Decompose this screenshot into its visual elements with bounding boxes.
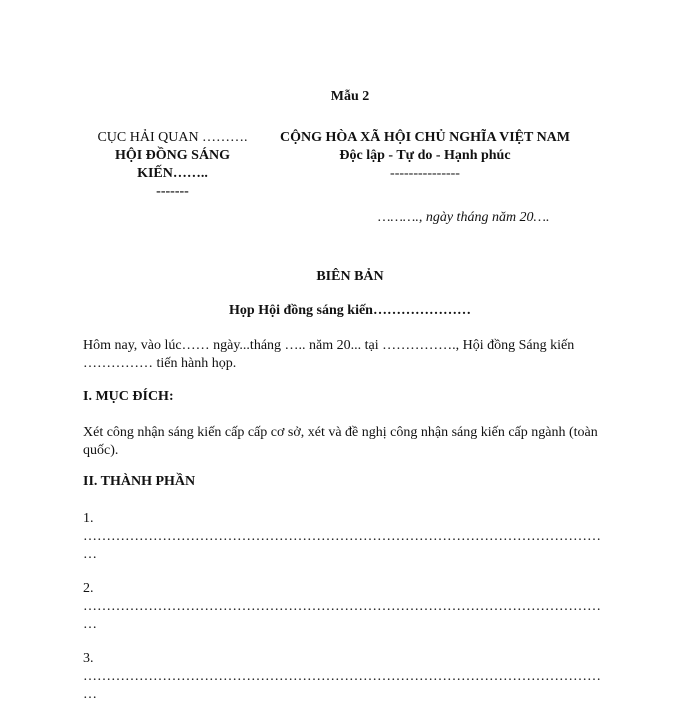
agency-header — [80, 129, 265, 201]
motto: Độc lập - Tự do - Hạnh phúc — [339, 148, 511, 163]
fill-in-tail: … — [83, 687, 97, 702]
national-header — [255, 129, 595, 183]
document-subtitle: Họp Hội đồng sáng kiến………………… — [229, 303, 471, 318]
item-number: 1. — [83, 511, 94, 526]
agency-name: CỤC HẢI QUAN ………. — [97, 130, 248, 145]
country-name: CỘNG HÒA XÃ HỘI CHỦ NGHĨA VIỆT NAM — [279, 130, 570, 145]
fill-in-tail: … — [83, 547, 97, 562]
fill-in-line: ………………………………………………………………………………………………… — [83, 599, 601, 614]
fill-in-tail: … — [83, 617, 97, 632]
national-rule: --------------- — [390, 166, 460, 181]
agency-rule: ------- — [156, 184, 189, 199]
intro-paragraph: Hôm nay, vào lúc…… ngày...tháng ….. năm 20... tại ……………., Hội đồng Sáng kiến …………… tiến hành họp. — [83, 338, 575, 371]
fill-in-line: ………………………………………………………………………………………………… — [83, 669, 601, 684]
member-item — [83, 650, 623, 704]
document-title: BIÊN BẢN — [316, 269, 384, 284]
date-line: ………., ngày tháng năm 20…. — [378, 210, 550, 225]
fill-in-line: ………………………………………………………………………………………………… — [83, 529, 601, 544]
form-label: Mẫu 2 — [330, 89, 370, 104]
member-item — [83, 510, 623, 564]
council-name: HỘI ĐỒNG SÁNG KIẾN…….. — [114, 148, 231, 181]
member-item — [83, 580, 623, 634]
item-number: 3. — [83, 651, 94, 666]
section-1-heading: I. MỤC ĐÍCH: — [83, 389, 174, 404]
section-2-heading: II. THÀNH PHẦN — [83, 474, 196, 489]
item-number: 2. — [83, 581, 94, 596]
section-1-body: Xét công nhận sáng kiến cấp cấp cơ sở, xét và đề nghị công nhận sáng kiến cấp ngành (toàn quốc). — [83, 425, 598, 458]
